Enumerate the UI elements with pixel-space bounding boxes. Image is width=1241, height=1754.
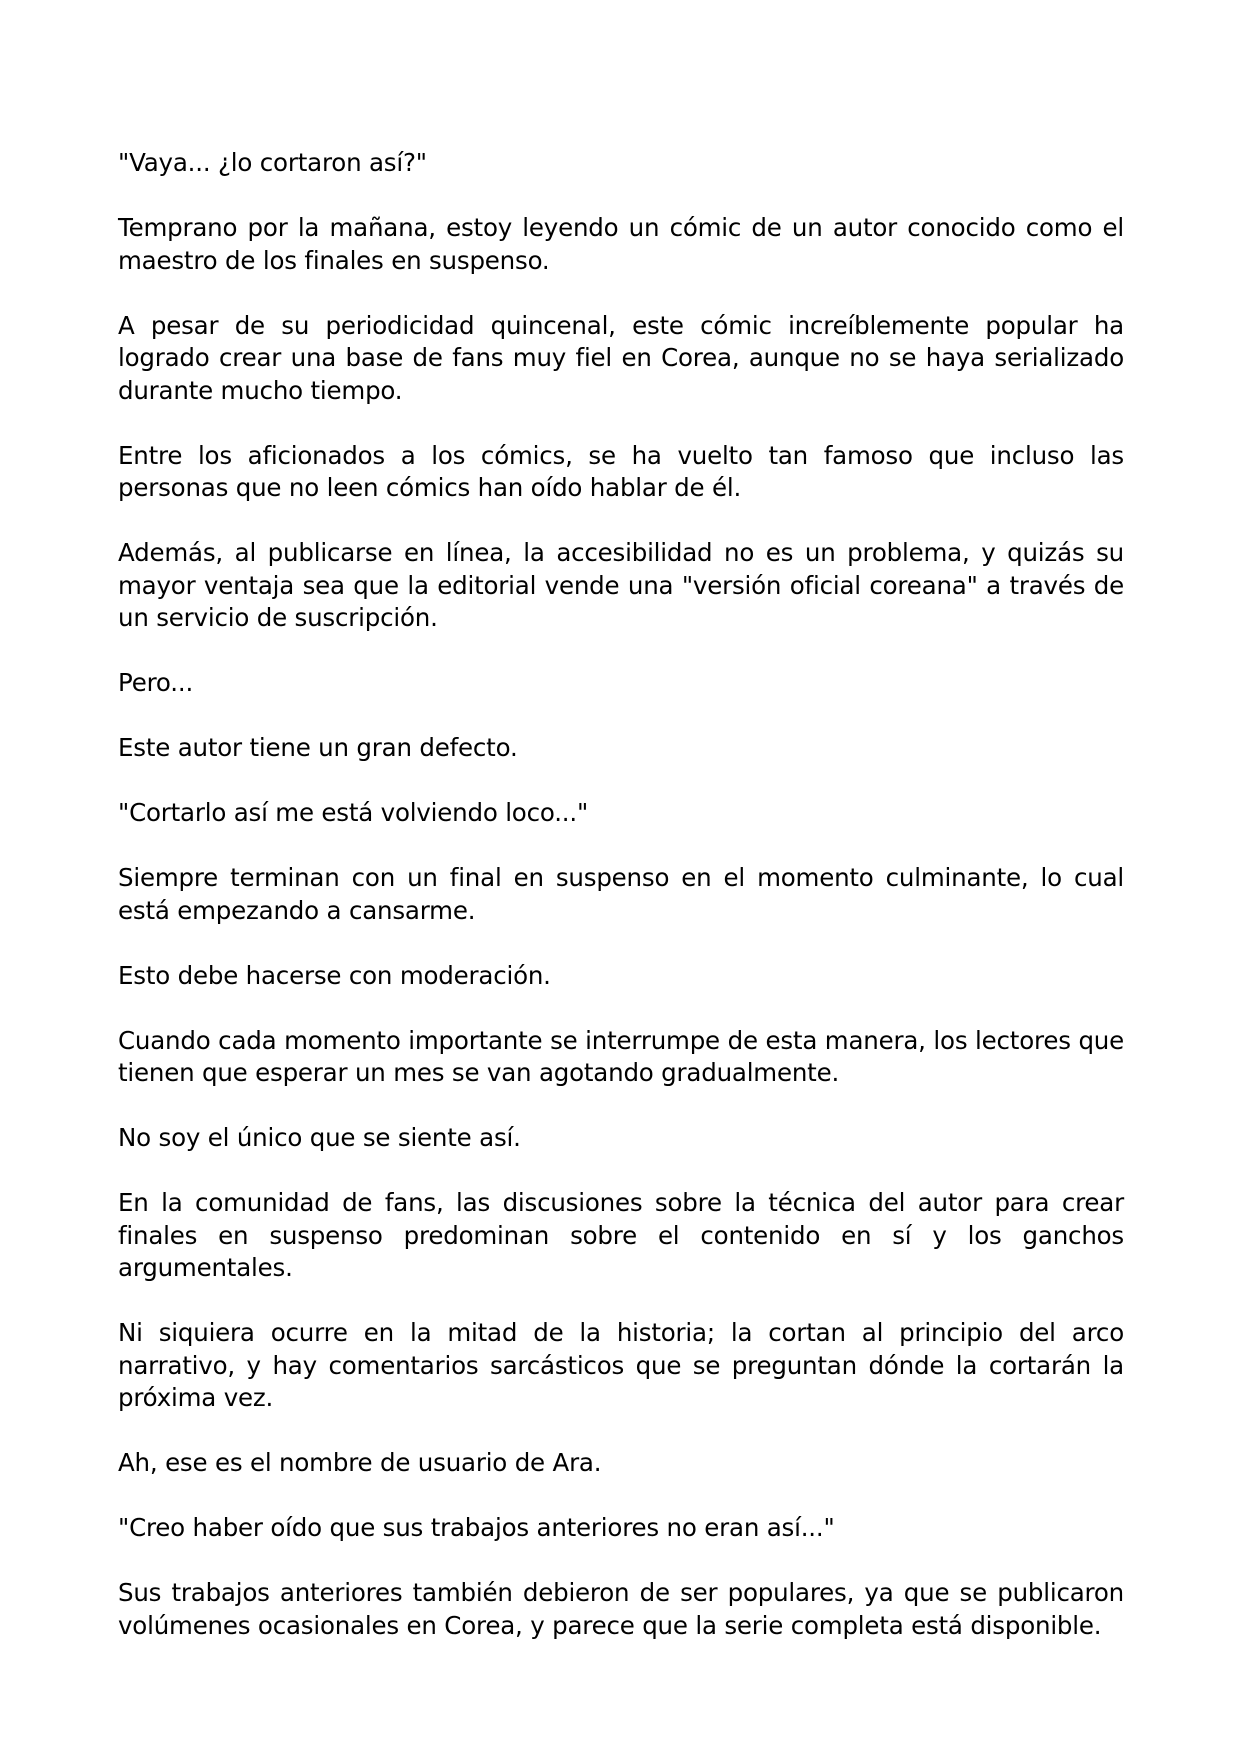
paragraph: Sus trabajos anteriores también debieron de ser populares, ya que se publicaron volúmenes ocasionales en Corea, y parece que la serie completa está disponible. bbox=[118, 1578, 1124, 1640]
paragraph: Cuando cada momento importante se interrumpe de esta manera, los lectores que tienen que esperar un mes se van agotando gradualmente. bbox=[118, 1025, 1124, 1087]
paragraph: "Creo haber oído que sus trabajos anteriores no eran así..." bbox=[118, 1513, 835, 1542]
paragraph: Siempre terminan con un final en suspenso en el momento culminante, lo cual está empezando a cansarme. bbox=[118, 863, 1124, 925]
paragraph: Esto debe hacerse con moderación. bbox=[118, 960, 551, 990]
paragraph: Pero... bbox=[118, 668, 194, 697]
paragraph: No soy el único que se siente así. bbox=[118, 1123, 521, 1152]
document-body bbox=[118, 147, 1124, 1675]
paragraph: Entre los aficionados a los cómics, se ha vuelto tan famoso que incluso las personas que no leen cómics han oído hablar de él. bbox=[118, 440, 1124, 502]
paragraph: Temprano por la mañana, estoy leyendo un cómic de un autor conocido como el maestro de los finales en suspenso. bbox=[118, 213, 1124, 275]
paragraph: "Vaya... ¿lo cortaron así?" bbox=[118, 148, 427, 177]
paragraph: Este autor tiene un gran defecto. bbox=[118, 733, 518, 762]
paragraph: Además, al publicarse en línea, la accesibilidad no es un problema, y quizás su mayor ventaja sea que la editorial vende una "versión oficial coreana" a través de un servicio de suscripción. bbox=[118, 538, 1124, 632]
paragraph: Ah, ese es el nombre de usuario de Ara. bbox=[118, 1448, 602, 1477]
paragraph: En la comunidad de fans, las discusiones sobre la técnica del autor para crear finales en suspenso predominan sobre el contenido en sí y los ganchos argumentales. bbox=[118, 1188, 1124, 1282]
paragraph: A pesar de su periodicidad quincenal, este cómic increíblemente popular ha logrado crear una base de fans muy fiel en Corea, aunque no se haya serializado durante mucho tiempo. bbox=[118, 310, 1124, 405]
paragraph: "Cortarlo así me está volviendo loco..." bbox=[118, 798, 589, 827]
paragraph: Ni siquiera ocurre en la mitad de la historia; la cortan al principio del arco narrativo, y hay comentarios sarcásticos que se preguntan dónde la cortarán la próxima vez. bbox=[118, 1318, 1124, 1412]
